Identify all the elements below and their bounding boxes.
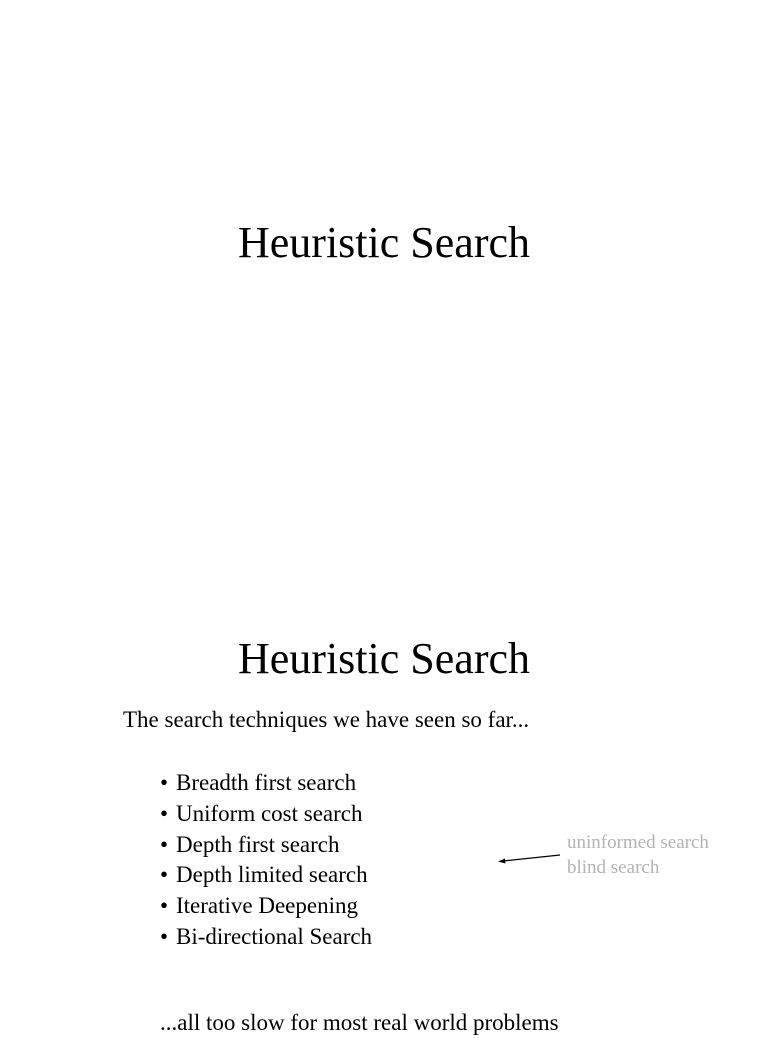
slide-2-title: Heuristic Search (238, 634, 530, 683)
slide-1 (0, 0, 768, 512)
bullet-icon: • (160, 893, 169, 919)
arrow-icon (494, 850, 564, 870)
slide-2 (0, 512, 768, 1035)
annotation-line-uninformed: uninformed search (567, 832, 709, 853)
list-item-label: Breadth first search (176, 770, 357, 795)
annotation-line-blind: blind search (567, 857, 660, 878)
bullet-icon: • (160, 800, 169, 826)
intro-text: The search techniques we have seen so far... (123, 707, 530, 732)
list-item-label: Bi-directional Search (176, 923, 373, 949)
list-item (160, 799, 372, 830)
annotation (567, 830, 709, 880)
slide-1-title: Heuristic Search (238, 218, 530, 267)
list-item (160, 891, 372, 922)
bullet-icon: • (160, 770, 169, 795)
list-item (160, 768, 372, 799)
search-technique-list (160, 768, 372, 953)
bullet-icon: • (160, 862, 169, 888)
list-item-label: Depth limited search (176, 862, 368, 888)
list-item (160, 922, 372, 953)
list-item-label: Depth first search (176, 831, 340, 857)
trailing-text: ...all too slow for most real world problems (160, 1010, 559, 1035)
list-item (160, 860, 372, 891)
bullet-icon: • (160, 923, 169, 949)
bullet-icon: • (160, 831, 169, 857)
list-item (160, 830, 372, 861)
list-item-label: Uniform cost search (176, 800, 363, 826)
list-item-label: Iterative Deepening (176, 893, 358, 919)
